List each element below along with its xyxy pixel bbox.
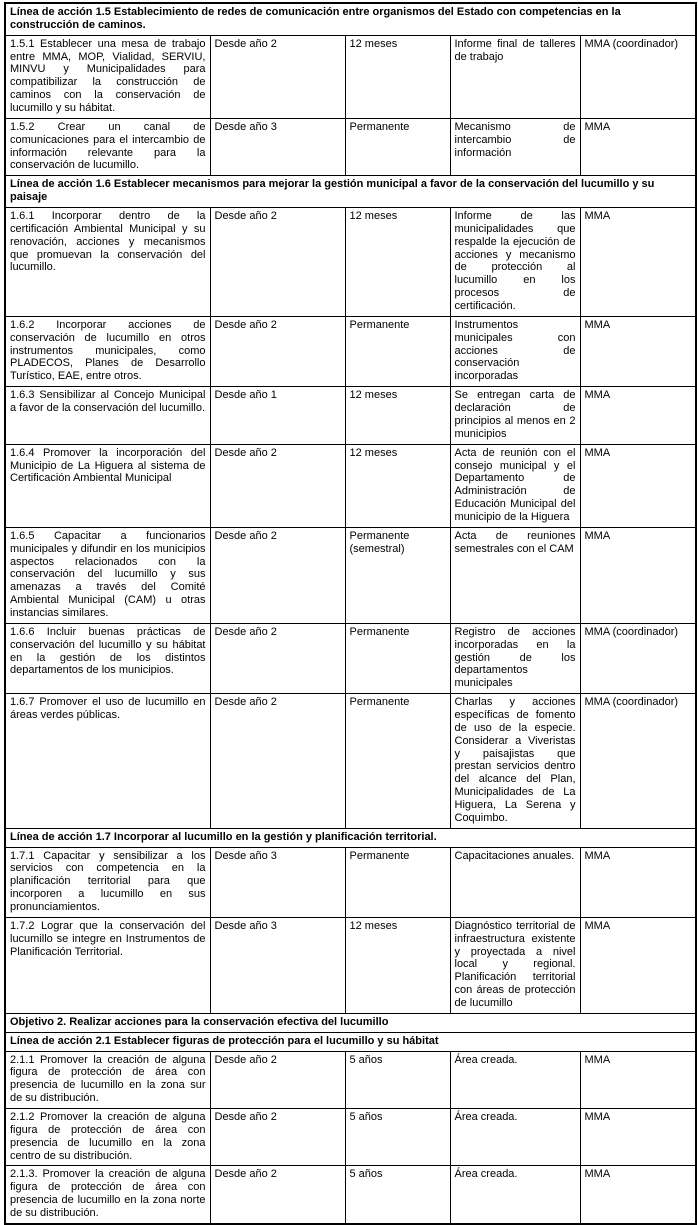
table-row	[5, 118, 696, 175]
indicator-cell: Área creada.	[450, 1166, 580, 1224]
duration-cell: Permanente	[345, 316, 450, 386]
section-header-row	[5, 176, 696, 208]
duration-cell: Permanente	[345, 694, 450, 829]
responsible-cell: MMA	[580, 847, 696, 917]
table-row	[5, 527, 696, 623]
action-cell: 1.5.2 Crear un canal de comunicaciones para el intercambio de información relevante para la conservación de lucumillo.	[5, 118, 210, 175]
action-cell: 1.6.5 Capacitar a funcionarios municipales y difundir en los municipios aspectos relacionados con la conservación del lucumillo y sus amenazas a través del Comité Ambiental Municipal (CAM) u otras instancias similares.	[5, 527, 210, 623]
indicator-cell: Acta de reunión con el consejo municipal y el Departamento de Administración de Educación Municipal del municipio de la Higuera	[450, 444, 580, 527]
indicator-cell: Se entregan carta de declaración de principios al menos en 2 municipios	[450, 387, 580, 444]
table-row	[5, 847, 696, 917]
responsible-cell: MMA	[580, 316, 696, 386]
indicator-cell: Informe de las municipalidades que respalde la ejecución de acciones y mecanismo de protección al lucumillo en los procesos de certificación.	[450, 208, 580, 317]
section-header-text: Línea de acción 1.5 Establecimiento de redes de comunicación entre organismos del Estado con competencias en la construcción de caminos.	[5, 3, 696, 35]
duration-cell: Permanente	[345, 118, 450, 175]
indicator-cell: Área creada.	[450, 1109, 580, 1166]
responsible-cell: MMA (coordinador)	[580, 694, 696, 829]
section-header-row	[5, 828, 696, 847]
plan-table-body	[5, 3, 696, 1224]
table-row	[5, 1051, 696, 1108]
table-row	[5, 387, 696, 444]
responsible-cell: MMA	[580, 917, 696, 1013]
duration-cell: Permanente (semestral)	[345, 527, 450, 623]
responsible-cell: MMA	[580, 1166, 696, 1224]
start-cell: Desde año 2	[210, 316, 345, 386]
start-cell: Desde año 2	[210, 208, 345, 317]
table-row	[5, 694, 696, 829]
duration-cell: 5 años	[345, 1166, 450, 1224]
start-cell: Desde año 2	[210, 1051, 345, 1108]
table-row	[5, 623, 696, 693]
start-cell: Desde año 2	[210, 527, 345, 623]
start-cell: Desde año 2	[210, 35, 345, 118]
responsible-cell: MMA	[580, 387, 696, 444]
start-cell: Desde año 2	[210, 694, 345, 829]
action-cell: 1.5.1 Establecer una mesa de trabajo entre MMA, MOP, Vialidad, SERVIU, MINVU y Municipalidades para compatibilizar la construcción de caminos con la conservación de lucumillo y su hábitat.	[5, 35, 210, 118]
duration-cell: 12 meses	[345, 35, 450, 118]
start-cell: Desde año 3	[210, 917, 345, 1013]
start-cell: Desde año 2	[210, 623, 345, 693]
start-cell: Desde año 2	[210, 444, 345, 527]
start-cell: Desde año 1	[210, 387, 345, 444]
indicator-cell: Área creada.	[450, 1051, 580, 1108]
action-cell: 1.6.4 Promover la incorporación del Municipio de La Higuera al sistema de Certificación Ambiental Municipal	[5, 444, 210, 527]
responsible-cell: MMA	[580, 444, 696, 527]
section-header-row	[5, 1032, 696, 1051]
indicator-cell: Mecanismo de intercambio de información	[450, 118, 580, 175]
section-header-text: Objetivo 2. Realizar acciones para la conservación efectiva del lucumillo	[5, 1013, 696, 1032]
indicator-cell: Registro de acciones incorporadas en la gestión de los departamentos municipales	[450, 623, 580, 693]
indicator-cell: Instrumentos municipales con acciones de conservación incorporadas	[450, 316, 580, 386]
action-cell: 1.6.7 Promover el uso de lucumillo en áreas verdes públicas.	[5, 694, 210, 829]
duration-cell: 12 meses	[345, 917, 450, 1013]
action-cell: 1.6.1 Incorporar dentro de la certificación Ambiental Municipal y su renovación, acciones y mecanismos que promuevan la conservación del lucumillo.	[5, 208, 210, 317]
duration-cell: 5 años	[345, 1051, 450, 1108]
action-cell: 1.6.3 Sensibilizar al Concejo Municipal a favor de la conservación del lucumillo.	[5, 387, 210, 444]
start-cell: Desde año 2	[210, 1109, 345, 1166]
section-header-text: Línea de acción 1.6 Establecer mecanismos para mejorar la gestión municipal a favor de la conservación del lucumillo y su paisaje	[5, 176, 696, 208]
section-header-row	[5, 3, 696, 35]
action-cell: 2.1.3. Promover la creación de alguna figura de protección de área con presencia de lucumillo en la zona norte de su distribución.	[5, 1166, 210, 1224]
responsible-cell: MMA (coordinador)	[580, 623, 696, 693]
action-cell: 2.1.2 Promover la creación de alguna figura de protección de área con presencia de lucumillo en la zona centro de su distribución.	[5, 1109, 210, 1166]
duration-cell: 12 meses	[345, 387, 450, 444]
indicator-cell: Diagnóstico territorial de infraestructura existente y proyectada a nivel local y regional. Planificación territorial con áreas de protección de lucumillo	[450, 917, 580, 1013]
action-cell: 1.6.6 Incluir buenas prácticas de conservación del lucumillo y su hábitat en la gestión de los distintos departamentos de los municipios.	[5, 623, 210, 693]
table-row	[5, 1166, 696, 1224]
duration-cell: 12 meses	[345, 444, 450, 527]
responsible-cell: MMA (coordinador)	[580, 35, 696, 118]
indicator-cell: Capacitaciones anuales.	[450, 847, 580, 917]
duration-cell: 12 meses	[345, 208, 450, 317]
table-row	[5, 35, 696, 118]
start-cell: Desde año 3	[210, 118, 345, 175]
section-header-text: Línea de acción 2.1 Establecer figuras de protección para el lucumillo y su hábitat	[5, 1032, 696, 1051]
duration-cell: Permanente	[345, 623, 450, 693]
action-cell: 2.1.1 Promover la creación de alguna figura de protección de área con presencia de lucumillo en la zona sur de su distribución.	[5, 1051, 210, 1108]
indicator-cell: Acta de reuniones semestrales con el CAM	[450, 527, 580, 623]
action-cell: 1.6.2 Incorporar acciones de conservación de lucumillo en otros instrumentos municipales, como PLADECOS, Planes de Desarrollo Turístico, EAE, entre otros.	[5, 316, 210, 386]
table-row	[5, 208, 696, 317]
start-cell: Desde año 2	[210, 1166, 345, 1224]
duration-cell: Permanente	[345, 847, 450, 917]
responsible-cell: MMA	[580, 527, 696, 623]
start-cell: Desde año 3	[210, 847, 345, 917]
action-cell: 1.7.1 Capacitar y sensibilizar a los servicios con competencia en la planificación territorial para que incorporen a lucumillo en sus pronunciamientos.	[5, 847, 210, 917]
responsible-cell: MMA	[580, 1109, 696, 1166]
indicator-cell: Informe final de talleres de trabajo	[450, 35, 580, 118]
table-row	[5, 917, 696, 1013]
action-cell: 1.7.2 Lograr que la conservación del lucumillo se integre en Instrumentos de Planificación Territorial.	[5, 917, 210, 1013]
table-row	[5, 316, 696, 386]
table-row	[5, 1109, 696, 1166]
table-row	[5, 444, 696, 527]
responsible-cell: MMA	[580, 1051, 696, 1108]
section-header-text: Línea de acción 1.7 Incorporar al lucumillo en la gestión y planificación territorial.	[5, 828, 696, 847]
section-header-row	[5, 1013, 696, 1032]
responsible-cell: MMA	[580, 208, 696, 317]
indicator-cell: Charlas y acciones específicas de fomento de uso de la especie. Considerar a Viveristas y paisajistas que prestan servicios dentro del alcance del Plan, Municipalidades de La Higuera, La Serena y Coquimbo.	[450, 694, 580, 829]
action-plan-table	[4, 2, 697, 1225]
responsible-cell: MMA	[580, 118, 696, 175]
duration-cell: 5 años	[345, 1109, 450, 1166]
